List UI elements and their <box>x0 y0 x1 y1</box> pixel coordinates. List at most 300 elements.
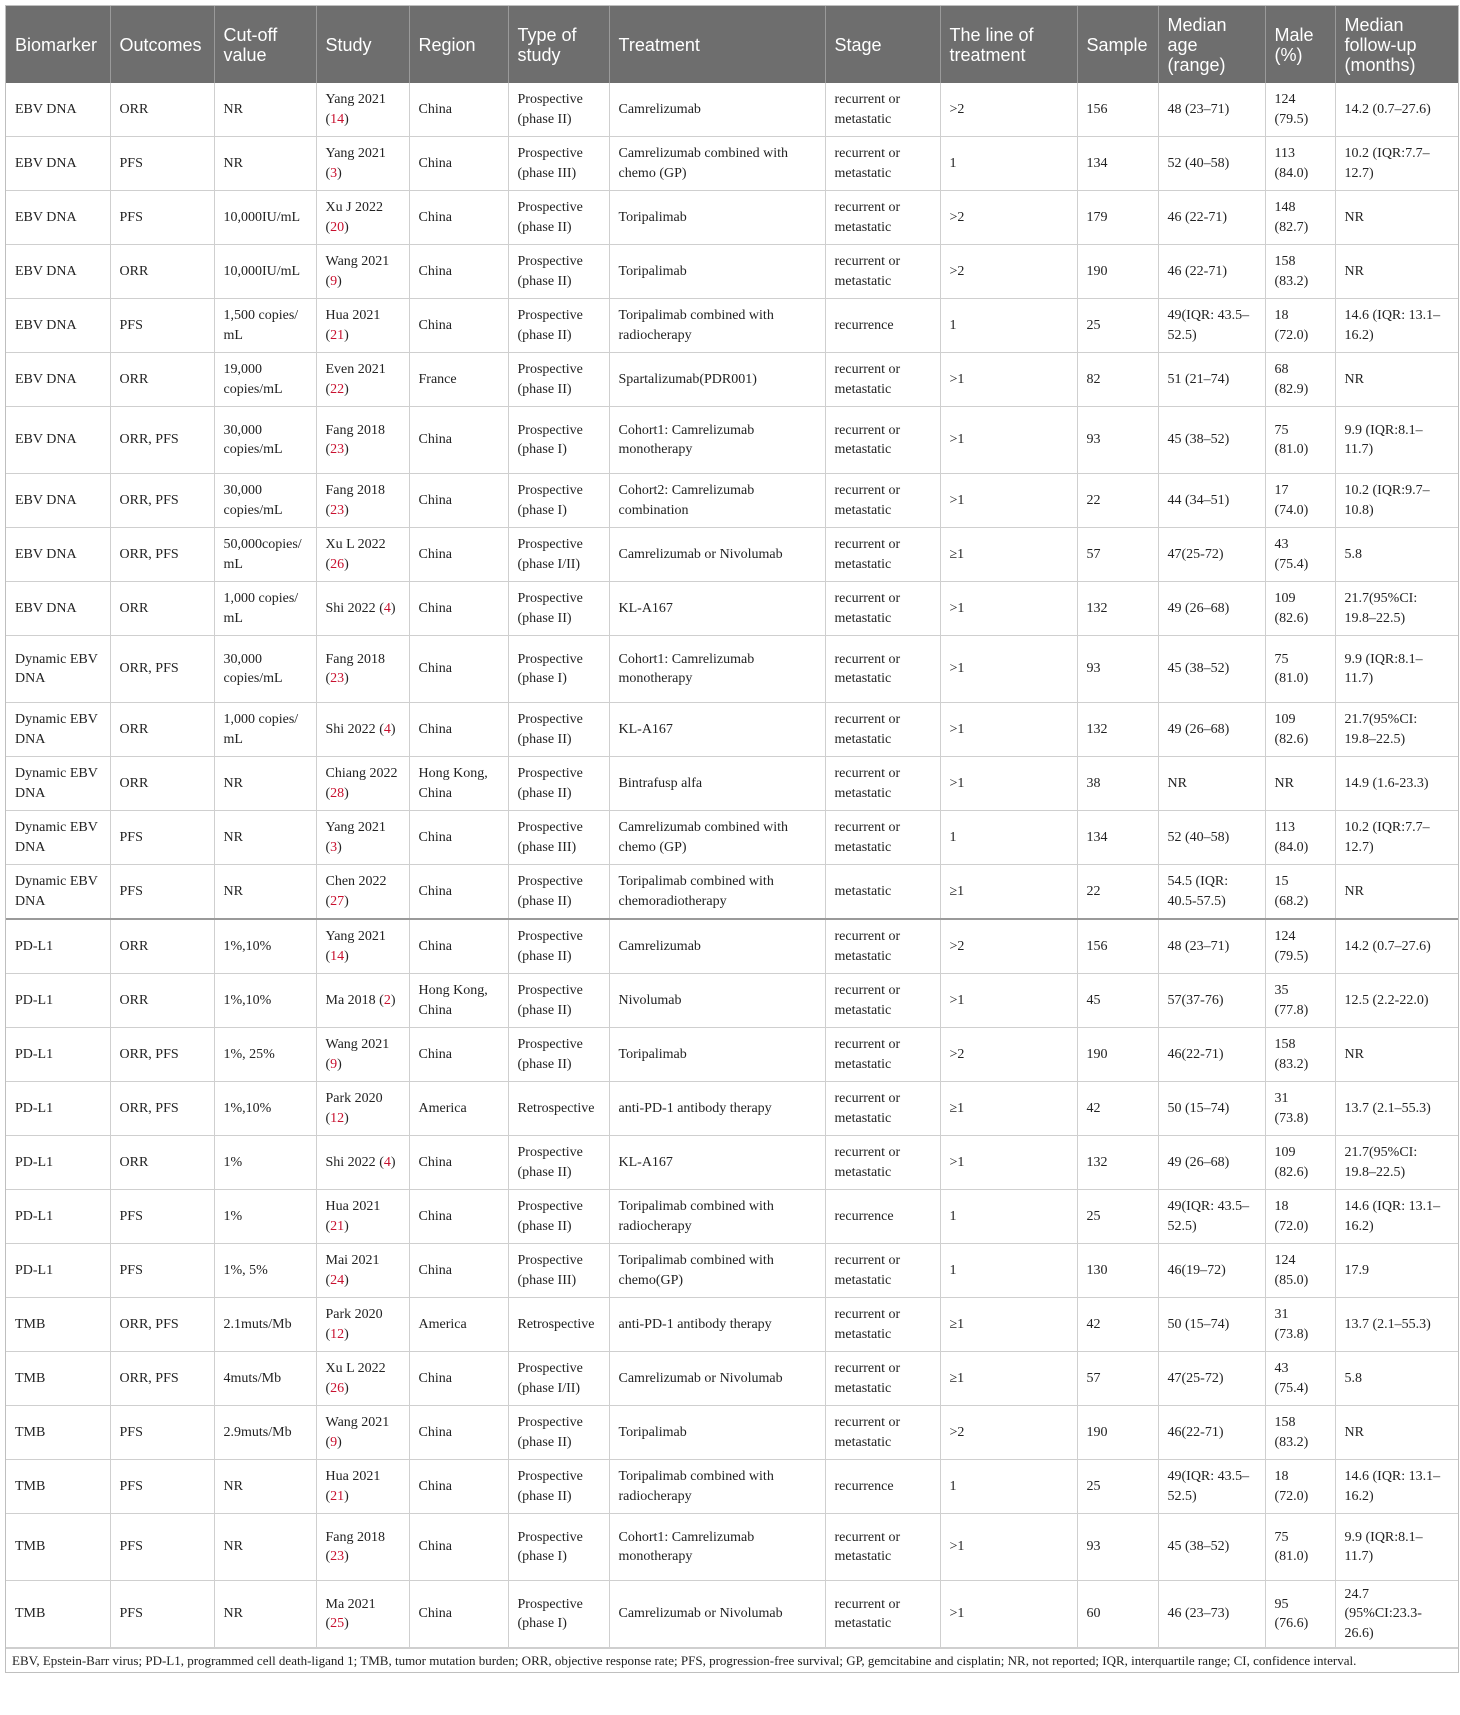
table-row <box>6 1581 1458 1648</box>
cell-male: 68 (82.9) <box>1265 353 1335 407</box>
table-row <box>6 1244 1458 1298</box>
cell-line-of-treatment: >1 <box>940 757 1077 811</box>
study-name: Chen 2022 <box>325 874 387 889</box>
study-name: Fang 2018 <box>325 651 385 667</box>
cell-sample: 42 <box>1077 1082 1158 1136</box>
cell-cutoff: NR <box>214 1581 316 1648</box>
cell-treatment: Toripalimab <box>609 245 825 299</box>
header-outcomes: Outcomes <box>110 6 214 83</box>
reference-link[interactable]: 21 <box>330 1218 345 1234</box>
cell-biomarker: Dynamic EBV DNA <box>6 865 110 920</box>
cell-male: NR <box>1265 757 1335 811</box>
cell-male: 124 (85.0) <box>1265 1244 1335 1298</box>
cell-median-followup: NR <box>1335 245 1458 299</box>
cell-biomarker: EBV DNA <box>6 353 110 407</box>
cell-biomarker: Dynamic EBV DNA <box>6 757 110 811</box>
cell-median-followup: 21.7(95%CI: 19.8–22.5) <box>1335 582 1458 636</box>
cell-region: China <box>409 474 508 528</box>
cell-stage: recurrent or metastatic <box>825 1082 940 1136</box>
study-name: Xu L 2022 <box>325 537 386 552</box>
cell-type-of-study: Prospective (phase I) <box>508 1581 609 1648</box>
cell-study: Hua 2021 (21) <box>316 1190 409 1244</box>
cell-sample: 60 <box>1077 1581 1158 1648</box>
cell-median-followup: 21.7(95%CI: 19.8–22.5) <box>1335 1136 1458 1190</box>
cell-outcomes: ORR, PFS <box>110 636 214 703</box>
cell-sample: 130 <box>1077 1244 1158 1298</box>
cell-stage: recurrent or metastatic <box>825 474 940 528</box>
cell-sample: 190 <box>1077 1406 1158 1460</box>
table-row <box>6 1460 1458 1514</box>
cell-biomarker: PD-L1 <box>6 974 110 1028</box>
cell-sample: 57 <box>1077 528 1158 582</box>
cell-treatment: Cohort1: Camrelizumab monotherapy <box>609 1514 825 1581</box>
cell-biomarker: Dynamic EBV DNA <box>6 811 110 865</box>
cell-cutoff: NR <box>214 757 316 811</box>
cell-region: China <box>409 83 508 137</box>
reference-link[interactable]: 28 <box>330 785 345 801</box>
cell-type-of-study: Prospective (phase I) <box>508 1514 609 1581</box>
cell-stage: recurrent or metastatic <box>825 919 940 974</box>
cell-type-of-study: Prospective (phase II) <box>508 703 609 757</box>
cell-biomarker: EBV DNA <box>6 137 110 191</box>
cell-sample: 25 <box>1077 299 1158 353</box>
cell-line-of-treatment: 1 <box>940 299 1077 353</box>
cell-cutoff: NR <box>214 865 316 920</box>
cell-cutoff: NR <box>214 811 316 865</box>
table-row <box>6 703 1458 757</box>
cell-cutoff: NR <box>214 1460 316 1514</box>
study-name: Hua 2021 <box>325 308 381 323</box>
cell-treatment: Bintrafusp alfa <box>609 757 825 811</box>
cell-outcomes: PFS <box>110 299 214 353</box>
cell-stage: recurrent or metastatic <box>825 407 940 474</box>
cell-treatment: Toripalimab combined with radiocherapy <box>609 1460 825 1514</box>
cell-sample: 132 <box>1077 582 1158 636</box>
header-followup: Median follow-up (months) <box>1335 6 1458 83</box>
cell-median-followup: 10.2 (IQR:9.7–10.8) <box>1335 474 1458 528</box>
table-row <box>6 1082 1458 1136</box>
cell-study: Shi 2022 (4) <box>316 703 409 757</box>
cell-sample: 190 <box>1077 1028 1158 1082</box>
cell-treatment: Toripalimab <box>609 191 825 245</box>
cell-line-of-treatment: ≥1 <box>940 528 1077 582</box>
cell-study: Xu L 2022 (26) <box>316 528 409 582</box>
cell-median-age: 44 (34–51) <box>1158 474 1265 528</box>
cell-region: China <box>409 1190 508 1244</box>
reference-link[interactable]: 27 <box>330 893 345 909</box>
cell-outcomes: PFS <box>110 191 214 245</box>
cell-type-of-study: Prospective (phase II) <box>508 83 609 137</box>
reference-link[interactable]: 9 <box>330 1434 338 1450</box>
cell-median-followup: 14.6 (IQR: 13.1–16.2) <box>1335 1190 1458 1244</box>
cell-region: China <box>409 811 508 865</box>
cell-cutoff: 30,000 copies/mL <box>214 636 316 703</box>
cell-outcomes: ORR, PFS <box>110 474 214 528</box>
study-name: Shi 2022 <box>325 721 376 737</box>
cell-male: 18 (72.0) <box>1265 1190 1335 1244</box>
cell-male: 31 (73.8) <box>1265 1082 1335 1136</box>
table-row <box>6 811 1458 865</box>
cell-outcomes: PFS <box>110 1244 214 1298</box>
cell-outcomes: PFS <box>110 865 214 920</box>
cell-line-of-treatment: >1 <box>940 407 1077 474</box>
study-name: Wang 2021 <box>325 1037 390 1052</box>
cell-region: Hong Kong, China <box>409 974 508 1028</box>
reference-link[interactable]: 4 <box>383 600 391 616</box>
reference-link[interactable]: 23 <box>330 1549 345 1564</box>
cell-line-of-treatment: >1 <box>940 1514 1077 1581</box>
cell-male: 113 (84.0) <box>1265 811 1335 865</box>
cell-type-of-study: Prospective (phase II) <box>508 1190 609 1244</box>
reference-link[interactable]: 25 <box>330 1616 345 1631</box>
cell-median-age: 52 (40–58) <box>1158 811 1265 865</box>
cell-biomarker: PD-L1 <box>6 1244 110 1298</box>
cell-type-of-study: Prospective (phase II) <box>508 353 609 407</box>
reference-link[interactable]: 14 <box>330 948 345 964</box>
cell-median-age: 50 (15–74) <box>1158 1298 1265 1352</box>
cell-type-of-study: Prospective (phase I/II) <box>508 528 609 582</box>
cell-median-followup: 10.2 (IQR:7.7–12.7) <box>1335 811 1458 865</box>
cell-sample: 38 <box>1077 757 1158 811</box>
study-name: Shi 2022 <box>325 1154 376 1170</box>
cell-treatment: Camrelizumab or Nivolumab <box>609 1352 825 1406</box>
header-biomarker: Biomarker <box>6 6 110 83</box>
cell-cutoff: 1,000 copies/ mL <box>214 703 316 757</box>
cell-median-followup: 21.7(95%CI: 19.8–22.5) <box>1335 703 1458 757</box>
cell-male: 109 (82.6) <box>1265 582 1335 636</box>
study-name: Wang 2021 <box>325 254 390 269</box>
cell-type-of-study: Prospective (phase II) <box>508 1460 609 1514</box>
reference-link[interactable]: 24 <box>330 1272 345 1288</box>
cell-study: Wang 2021 (9) <box>316 245 409 299</box>
cell-outcomes: ORR <box>110 83 214 137</box>
cell-biomarker: EBV DNA <box>6 83 110 137</box>
cell-median-followup: 12.5 (2.2-22.0) <box>1335 974 1458 1028</box>
cell-median-age: 49 (26–68) <box>1158 582 1265 636</box>
cell-line-of-treatment: 1 <box>940 1244 1077 1298</box>
cell-male: 35 (77.8) <box>1265 974 1335 1028</box>
cell-cutoff: 4muts/Mb <box>214 1352 316 1406</box>
reference-link[interactable]: 12 <box>330 1326 345 1342</box>
cell-cutoff: NR <box>214 137 316 191</box>
cell-type-of-study: Prospective (phase II) <box>508 1028 609 1082</box>
cell-sample: 22 <box>1077 865 1158 920</box>
cell-outcomes: ORR, PFS <box>110 1028 214 1082</box>
cell-region: China <box>409 407 508 474</box>
reference-link[interactable]: 9 <box>330 273 338 289</box>
reference-link[interactable]: 21 <box>330 327 345 343</box>
reference-link[interactable]: 26 <box>330 1380 345 1396</box>
cell-stage: recurrent or metastatic <box>825 757 940 811</box>
cell-treatment: Camrelizumab combined with chemo (GP) <box>609 811 825 865</box>
study-name: Even 2021 <box>325 362 386 377</box>
study-name: Fang 2018 <box>325 483 385 498</box>
cell-sample: 93 <box>1077 636 1158 703</box>
cell-type-of-study: Prospective (phase III) <box>508 137 609 191</box>
cell-line-of-treatment: >1 <box>940 353 1077 407</box>
cell-type-of-study: Prospective (phase II) <box>508 1406 609 1460</box>
cell-stage: recurrent or metastatic <box>825 1514 940 1581</box>
cell-region: China <box>409 1136 508 1190</box>
cell-line-of-treatment: ≥1 <box>940 865 1077 920</box>
study-name: Fang 2018 <box>325 1529 385 1545</box>
cell-sample: 156 <box>1077 83 1158 137</box>
cell-outcomes: ORR, PFS <box>110 407 214 474</box>
cell-line-of-treatment: 1 <box>940 1460 1077 1514</box>
cell-study: Yang 2021 (14) <box>316 83 409 137</box>
cell-type-of-study: Prospective (phase II) <box>508 299 609 353</box>
cell-type-of-study: Prospective (phase I) <box>508 407 609 474</box>
cell-study: Park 2020 (12) <box>316 1298 409 1352</box>
cell-male: 109 (82.6) <box>1265 1136 1335 1190</box>
cell-biomarker: EBV DNA <box>6 245 110 299</box>
cell-outcomes: ORR, PFS <box>110 528 214 582</box>
table-row <box>6 1136 1458 1190</box>
cell-median-followup: 9.9 (IQR:8.1–11.7) <box>1335 407 1458 474</box>
reference-link[interactable]: 3 <box>330 165 338 181</box>
study-name: Fang 2018 <box>325 422 385 438</box>
cell-treatment: Toripalimab combined with chemoradiotherapy <box>609 865 825 920</box>
table-row <box>6 757 1458 811</box>
cell-male: 148 (82.7) <box>1265 191 1335 245</box>
cell-biomarker: PD-L1 <box>6 919 110 974</box>
cell-type-of-study: Prospective (phase III) <box>508 811 609 865</box>
cell-male: 158 (83.2) <box>1265 245 1335 299</box>
cell-type-of-study: Prospective (phase II) <box>508 865 609 920</box>
reference-link[interactable]: 20 <box>330 219 345 235</box>
study-name: Yang 2021 <box>325 820 386 835</box>
cell-outcomes: ORR <box>110 919 214 974</box>
cell-outcomes: PFS <box>110 1190 214 1244</box>
cell-sample: 156 <box>1077 919 1158 974</box>
cell-biomarker: EBV DNA <box>6 582 110 636</box>
cell-sample: 82 <box>1077 353 1158 407</box>
cell-median-age: 46 (23–73) <box>1158 1581 1265 1648</box>
cell-median-age: 46 (22-71) <box>1158 245 1265 299</box>
cell-treatment: Cohort1: Camrelizumab monotherapy <box>609 636 825 703</box>
cell-median-followup: NR <box>1335 191 1458 245</box>
cell-median-followup: 9.9 (IQR:8.1–11.7) <box>1335 1514 1458 1581</box>
cell-type-of-study: Prospective (phase I/II) <box>508 1352 609 1406</box>
cell-stage: recurrent or metastatic <box>825 1406 940 1460</box>
cell-type-of-study: Prospective (phase I) <box>508 636 609 703</box>
cell-sample: 134 <box>1077 137 1158 191</box>
cell-stage: recurrent or metastatic <box>825 245 940 299</box>
reference-link[interactable]: 23 <box>330 442 345 457</box>
cell-sample: 93 <box>1077 1514 1158 1581</box>
reference-link[interactable]: 4 <box>383 721 391 737</box>
cell-line-of-treatment: ≥1 <box>940 1082 1077 1136</box>
reference-link[interactable]: 3 <box>330 839 338 855</box>
cell-region: Hong Kong, China <box>409 757 508 811</box>
table-row <box>6 636 1458 703</box>
cell-treatment: anti-PD-1 antibody therapy <box>609 1298 825 1352</box>
cell-median-age: 49 (26–68) <box>1158 703 1265 757</box>
cell-stage: recurrent or metastatic <box>825 1244 940 1298</box>
cell-outcomes: PFS <box>110 1460 214 1514</box>
cell-median-age: 46 (22-71) <box>1158 191 1265 245</box>
cell-type-of-study: Prospective (phase I) <box>508 474 609 528</box>
cell-line-of-treatment: >1 <box>940 636 1077 703</box>
cell-study: Hua 2021 (21) <box>316 1460 409 1514</box>
cell-median-followup: 5.8 <box>1335 1352 1458 1406</box>
cell-cutoff: 1,500 copies/ mL <box>214 299 316 353</box>
cell-median-age: 49 (26–68) <box>1158 1136 1265 1190</box>
cell-male: 158 (83.2) <box>1265 1406 1335 1460</box>
cell-median-age: 49(IQR: 43.5–52.5) <box>1158 299 1265 353</box>
cell-line-of-treatment: 1 <box>940 137 1077 191</box>
cell-region: China <box>409 1406 508 1460</box>
cell-region: China <box>409 703 508 757</box>
cell-median-age: 49(IQR: 43.5–52.5) <box>1158 1460 1265 1514</box>
cell-biomarker: EBV DNA <box>6 474 110 528</box>
reference-link[interactable]: 23 <box>330 671 345 686</box>
cell-outcomes: ORR <box>110 757 214 811</box>
cell-treatment: KL-A167 <box>609 703 825 757</box>
table-row <box>6 137 1458 191</box>
table-row <box>6 528 1458 582</box>
header-type: Type of study <box>508 6 609 83</box>
cell-cutoff: 1% <box>214 1136 316 1190</box>
reference-link[interactable]: 9 <box>330 1056 338 1072</box>
cell-sample: 25 <box>1077 1190 1158 1244</box>
cell-cutoff: 1%,10% <box>214 974 316 1028</box>
cell-region: China <box>409 636 508 703</box>
cell-stage: recurrent or metastatic <box>825 191 940 245</box>
cell-treatment: Camrelizumab or Nivolumab <box>609 1581 825 1648</box>
header-stage: Stage <box>825 6 940 83</box>
cell-median-followup: 5.8 <box>1335 528 1458 582</box>
header-sample: Sample <box>1077 6 1158 83</box>
reference-link[interactable]: 2 <box>383 992 391 1008</box>
cell-median-age: 48 (23–71) <box>1158 919 1265 974</box>
cell-median-age: 45 (38–52) <box>1158 407 1265 474</box>
cell-male: 158 (83.2) <box>1265 1028 1335 1082</box>
cell-biomarker: TMB <box>6 1298 110 1352</box>
cell-region: China <box>409 582 508 636</box>
cell-type-of-study: Prospective (phase II) <box>508 191 609 245</box>
cell-cutoff: 1%,10% <box>214 919 316 974</box>
cell-cutoff: 2.1muts/Mb <box>214 1298 316 1352</box>
cell-biomarker: Dynamic EBV DNA <box>6 636 110 703</box>
cell-outcomes: ORR, PFS <box>110 1298 214 1352</box>
cell-median-age: 54.5 (IQR: 40.5-57.5) <box>1158 865 1265 920</box>
cell-outcomes: ORR <box>110 245 214 299</box>
reference-link[interactable]: 26 <box>330 556 345 572</box>
table-row <box>6 299 1458 353</box>
cell-region: America <box>409 1082 508 1136</box>
cell-male: 113 (84.0) <box>1265 137 1335 191</box>
cell-male: 18 (72.0) <box>1265 1460 1335 1514</box>
cell-median-age: 47(25-72) <box>1158 1352 1265 1406</box>
table-row <box>6 919 1458 974</box>
reference-link[interactable]: 23 <box>330 502 345 518</box>
cell-median-followup: 14.6 (IQR: 13.1–16.2) <box>1335 1460 1458 1514</box>
cell-stage: recurrent or metastatic <box>825 137 940 191</box>
study-name: Xu J 2022 <box>325 200 384 215</box>
cell-region: China <box>409 245 508 299</box>
cell-treatment: Camrelizumab or Nivolumab <box>609 528 825 582</box>
table-row <box>6 1190 1458 1244</box>
table-row <box>6 1406 1458 1460</box>
cell-region: China <box>409 1028 508 1082</box>
cell-stage: recurrent or metastatic <box>825 1581 940 1648</box>
cell-male: 95 (76.6) <box>1265 1581 1335 1648</box>
cell-biomarker: EBV DNA <box>6 299 110 353</box>
cell-treatment: Toripalimab <box>609 1406 825 1460</box>
cell-median-age: 45 (38–52) <box>1158 1514 1265 1581</box>
reference-link[interactable]: 4 <box>383 1154 391 1170</box>
cell-stage: recurrent or metastatic <box>825 1352 940 1406</box>
cell-line-of-treatment: >2 <box>940 245 1077 299</box>
cell-stage: recurrent or metastatic <box>825 811 940 865</box>
cell-median-followup: 14.2 (0.7–27.6) <box>1335 919 1458 974</box>
study-name: Ma 2021 <box>325 1596 376 1612</box>
cell-sample: 179 <box>1077 191 1158 245</box>
cell-outcomes: ORR <box>110 1136 214 1190</box>
cell-median-age: NR <box>1158 757 1265 811</box>
study-name: Park 2020 <box>325 1307 383 1322</box>
table-row <box>6 582 1458 636</box>
cell-cutoff: 10,000IU/mL <box>214 245 316 299</box>
study-name: Yang 2021 <box>325 92 386 107</box>
cell-study: Fang 2018 (23) <box>316 1514 409 1581</box>
cell-treatment: Toripalimab combined with chemo(GP) <box>609 1244 825 1298</box>
reference-link[interactable]: 21 <box>330 1488 345 1504</box>
cell-cutoff: 1%, 25% <box>214 1028 316 1082</box>
cell-type-of-study: Prospective (phase II) <box>508 919 609 974</box>
cell-median-age: 57(37-76) <box>1158 974 1265 1028</box>
cell-median-age: 46(22-71) <box>1158 1028 1265 1082</box>
table-row <box>6 1028 1458 1082</box>
cell-region: China <box>409 1514 508 1581</box>
cell-biomarker: TMB <box>6 1514 110 1581</box>
cell-treatment: Toripalimab <box>609 1028 825 1082</box>
study-name: Hua 2021 <box>325 1469 381 1484</box>
cell-stage: recurrence <box>825 1190 940 1244</box>
cell-biomarker: PD-L1 <box>6 1082 110 1136</box>
header-age: Median age (range) <box>1158 6 1265 83</box>
cell-treatment: KL-A167 <box>609 1136 825 1190</box>
cell-study: Fang 2018 (23) <box>316 407 409 474</box>
cell-line-of-treatment: >2 <box>940 83 1077 137</box>
reference-link[interactable]: 14 <box>330 111 345 127</box>
cell-outcomes: ORR <box>110 974 214 1028</box>
table-row <box>6 974 1458 1028</box>
reference-link[interactable]: 22 <box>330 381 345 397</box>
cell-median-followup: NR <box>1335 1028 1458 1082</box>
cell-cutoff: 10,000IU/mL <box>214 191 316 245</box>
reference-link[interactable]: 12 <box>330 1110 345 1126</box>
cell-biomarker: PD-L1 <box>6 1190 110 1244</box>
cell-male: 31 (73.8) <box>1265 1298 1335 1352</box>
cell-biomarker: TMB <box>6 1460 110 1514</box>
cell-study: Xu L 2022 (26) <box>316 1352 409 1406</box>
cell-stage: recurrent or metastatic <box>825 353 940 407</box>
cell-study: Chiang 2022 (28) <box>316 757 409 811</box>
cell-median-age: 52 (40–58) <box>1158 137 1265 191</box>
cell-type-of-study: Prospective (phase II) <box>508 582 609 636</box>
study-name: Ma 2018 <box>325 992 376 1008</box>
cell-outcomes: PFS <box>110 137 214 191</box>
cell-treatment: Toripalimab combined with radiocherapy <box>609 1190 825 1244</box>
cell-treatment: Camrelizumab <box>609 919 825 974</box>
table-row <box>6 1298 1458 1352</box>
study-name: Yang 2021 <box>325 929 386 944</box>
cell-line-of-treatment: >2 <box>940 1406 1077 1460</box>
cell-region: China <box>409 299 508 353</box>
cell-median-followup: 17.9 <box>1335 1244 1458 1298</box>
